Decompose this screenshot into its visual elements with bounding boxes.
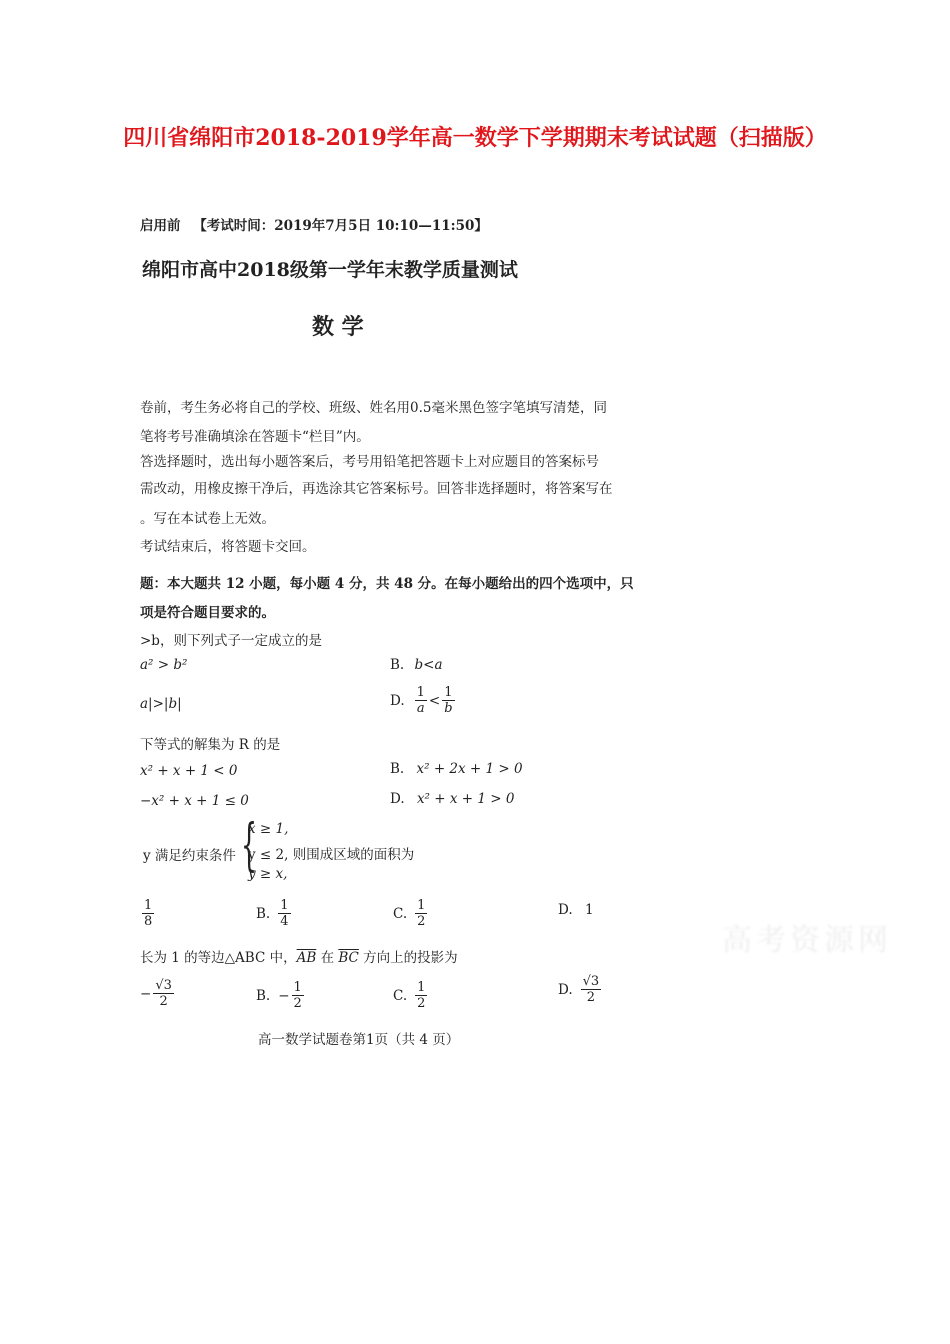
instruction-line: 卷前，考生务必将自己的学校、班级、姓名用0.5毫米黑色签字笔填写清楚，同 <box>140 400 607 416</box>
numerator: √3 <box>155 978 172 993</box>
watermark: 高考资源网 <box>722 923 892 958</box>
q1-option-a: a² > b² <box>140 657 188 673</box>
option-label: B. <box>390 657 405 673</box>
q2-option-c: −x² + x + 1 ≤ 0 <box>140 793 249 809</box>
q4-option-b <box>256 980 306 1011</box>
exam-header <box>140 214 488 234</box>
q4-option-c <box>393 980 429 1011</box>
minus-sign: − <box>278 987 290 1004</box>
instruction-line: 需改动，用橡皮擦干净后，再选涂其它答案标号。回答非选择题时，将答案写在 <box>140 481 613 497</box>
option-label: D. <box>390 692 405 709</box>
vector-bc: $\overline{BC}$ <box>338 950 359 966</box>
q2-option-a: x² + x + 1 < 0 <box>140 763 238 779</box>
fraction <box>442 685 454 716</box>
stem-text: 在 <box>316 950 339 966</box>
q3-option-c <box>393 898 429 929</box>
minus-sign: − <box>140 985 152 1002</box>
q1-option-d <box>390 685 457 716</box>
q1-option-c: a|>|b| <box>140 696 182 712</box>
instruction-line: 考试结束后，将答题卡交回。 <box>140 539 316 555</box>
instruction-line: 笔将考号准确填涂在答题卡“栏目”内。 <box>140 429 370 445</box>
denominator: 2 <box>417 914 426 929</box>
option-text: b<a <box>414 657 443 673</box>
subject-title: 数 学 <box>312 314 364 340</box>
numerator: √3 <box>582 974 600 989</box>
denominator: 8 <box>144 914 153 929</box>
page-title: 四川省绵阳市2018-2019学年高一数学下学期期末考试试题（扫描版） <box>123 125 827 151</box>
q3-constraint: y ≥ x, <box>248 866 288 882</box>
denominator: b <box>444 701 453 716</box>
q4-stem <box>140 946 458 966</box>
option-label: D. <box>558 902 573 918</box>
fraction <box>415 685 427 716</box>
numerator: 1 <box>417 980 426 995</box>
q1-stem: >b，则下列式子一定成立的是 <box>140 633 322 649</box>
denominator: 2 <box>417 996 426 1011</box>
section-heading: 题：本大题共 12 小题，每小题 4 分，共 48 分。在每小题给出的四个选项中，只 <box>140 576 634 592</box>
instruction-line: 。写在本试卷上无效。 <box>140 511 275 527</box>
fraction <box>292 980 304 1011</box>
q4-option-a <box>140 978 176 1009</box>
option-text: x² + x + 1 > 0 <box>416 791 515 807</box>
q1-option-b <box>390 657 443 673</box>
option-label: B. <box>390 761 405 777</box>
fraction <box>581 974 602 1005</box>
numerator: 1 <box>417 898 426 913</box>
less-than: < <box>428 692 441 709</box>
q2-stem: 下等式的解集为 R 的是 <box>140 737 281 753</box>
exam-name: 绵阳市高中2018级第一学年末教学质量测试 <box>142 259 518 281</box>
denominator: 4 <box>280 914 289 929</box>
numerator: 1 <box>144 898 153 913</box>
q2-option-d <box>390 791 514 807</box>
denominator: 2 <box>159 994 168 1009</box>
option-label: C. <box>393 987 408 1004</box>
fraction <box>142 898 154 929</box>
header-time: 【考试时间：2019年7月5日 10:10—11:50】 <box>193 218 488 234</box>
stem-text: 长为 1 的等边△ABC 中， <box>140 950 297 966</box>
option-text: 1 <box>584 902 594 918</box>
option-text: x² + 2x + 1 > 0 <box>416 761 523 777</box>
option-label: D. <box>390 791 405 807</box>
numerator: 1 <box>293 980 302 995</box>
option-label: B. <box>256 905 271 922</box>
q3-constraint: x ≥ 1, <box>248 821 289 837</box>
section-heading: 项是符合题目要求的。 <box>140 605 275 621</box>
fraction <box>415 980 427 1011</box>
fraction <box>278 898 290 929</box>
option-label: B. <box>256 987 271 1004</box>
stem-text: 方向上的投影为 <box>358 950 458 966</box>
header-left: 启用前 <box>140 218 181 234</box>
option-label: C. <box>393 905 408 922</box>
q2-option-b <box>390 761 523 777</box>
instruction-line: 答选择题时，选出每小题答案后，考号用铅笔把答题卡上对应题目的答案标号 <box>140 454 599 470</box>
denominator: a <box>416 701 425 716</box>
q3-option-d <box>558 902 594 918</box>
denominator: 2 <box>293 996 302 1011</box>
page-footer: 高一数学试题卷第1页（共 4 页） <box>258 1032 460 1048</box>
numerator: 1 <box>280 898 289 913</box>
q3-stem: y 满足约束条件 <box>143 848 236 864</box>
q3-constraint: y ≤ 2, 则围成区域的面积为 <box>248 847 415 863</box>
numerator: 1 <box>444 685 453 700</box>
q3-option-a <box>140 898 156 929</box>
option-label: D. <box>558 981 573 998</box>
q4-option-d <box>558 974 603 1005</box>
numerator: 1 <box>416 685 425 700</box>
fraction <box>153 978 174 1009</box>
q3-option-b <box>256 898 293 929</box>
fraction <box>415 898 427 929</box>
vector-ab: $\overline{AB}$ <box>296 950 317 966</box>
denominator: 2 <box>586 990 596 1005</box>
left-brace: { <box>241 813 258 878</box>
